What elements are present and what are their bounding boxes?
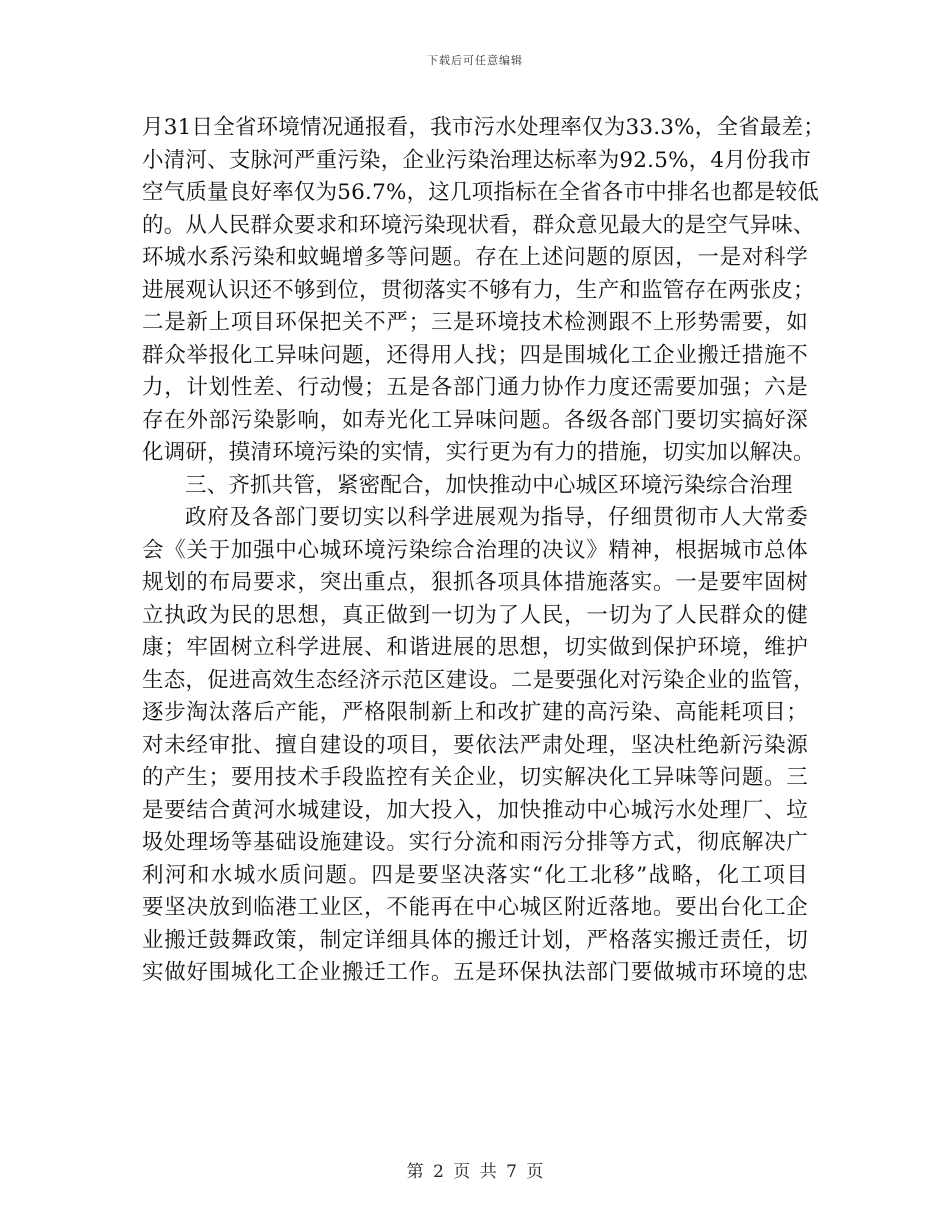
body-line: 规划的布局要求，突出重点，狠抓各项具体措施落实。一是要牢固树	[142, 570, 808, 595]
body-line: 的。从人民群众要求和环境污染现状看，群众意见最大的是空气异味、	[142, 212, 815, 238]
body-line: 对未经审批、擅自建设的项目，要依法严肃处理，坚决杜绝新污染源	[142, 732, 808, 758]
body-line: 实做好围城化工企业搬迁工作。五是环保执法部门要做城市环境的忠	[142, 960, 808, 985]
document-body	[142, 112, 825, 990]
body-line: 月31日全省环境情况通报看，我市污水处理率仅为33.3%，全省最差；	[142, 115, 825, 140]
body-line: 会《关于加强中心城环境污染综合治理的决议》精神，根据城市总体	[142, 537, 808, 563]
body-line: 的产生；要用技术手段监控有关企业，切实解决化工异味等问题。三	[142, 765, 808, 790]
body-line: 存在外部污染影响，如寿光化工异味问题。各级各部门要切实搞好深	[142, 407, 808, 433]
body-line: 空气质量良好率仅为56.7%，这几项指标在全省各市中排名也都是较低	[142, 180, 819, 205]
body-line: 立执政为民的思想，真正做到一切为了人民，一切为了人民群众的健	[142, 602, 808, 628]
body-line: 利河和水城水质问题。四是要坚决落实“化工北移”战略，化工项目	[142, 862, 808, 888]
body-line: 二是新上项目环保把关不严；三是环境技术检测跟不上形势需要，如	[142, 310, 808, 335]
body-line: 要坚决放到临港工业区，不能再在中心城区附近落地。要出台化工企	[142, 895, 808, 920]
body-line: 圾处理场等基础设施建设。实行分流和雨污分排等方式，彻底解决广	[142, 830, 808, 855]
section-heading: 三、齐抓共管，紧密配合，加快推动中心城区环境污染综合治理	[185, 472, 793, 498]
body-line: 业搬迁鼓舞政策，制定详细具体的搬迁计划，严格落实搬迁责任，切	[142, 927, 808, 953]
body-line: 小清河、支脉河严重污染，企业污染治理达标率为92.5%，4月份我市	[142, 147, 812, 173]
body-line: 是要结合黄河水城建设，加大投入，加快推动中心城污水处理厂、垃	[142, 797, 808, 823]
body-line: 力，计划性差、行动慢；五是各部门通力协作力度还需要加强；六是	[142, 375, 808, 400]
body-line: 政府及各部门要切实以科学进展观为指导，仔细贯彻市人大常委	[185, 505, 808, 530]
body-line: 环城水系污染和蚊蝇增多等问题。存在上述问题的原因，一是对科学	[142, 245, 808, 270]
body-line: 进展观认识还不够到位，贯彻落实不够有力，生产和监管存在两张皮；	[142, 277, 815, 303]
page-header: 下载后可任意编辑	[427, 54, 523, 67]
page-number-footer: 第 2 页 共 7 页	[406, 1162, 544, 1182]
body-line: 群众举报化工异味问题，还得用人找；四是围城化工企业搬迁措施不	[142, 342, 808, 368]
body-line: 化调研，摸清环境污染的实情，实行更为有力的措施，切实加以解决。	[142, 440, 815, 465]
body-line: 生态，促进高效生态经济示范区建设。二是要强化对污染企业的监管，	[142, 667, 815, 693]
body-line: 康；牢固树立科学进展、和谐进展的思想，切实做到保护环境，维护	[142, 635, 808, 660]
body-line: 逐步淘汰落后产能，严格限制新上和改扩建的高污染、高能耗项目；	[142, 700, 808, 725]
